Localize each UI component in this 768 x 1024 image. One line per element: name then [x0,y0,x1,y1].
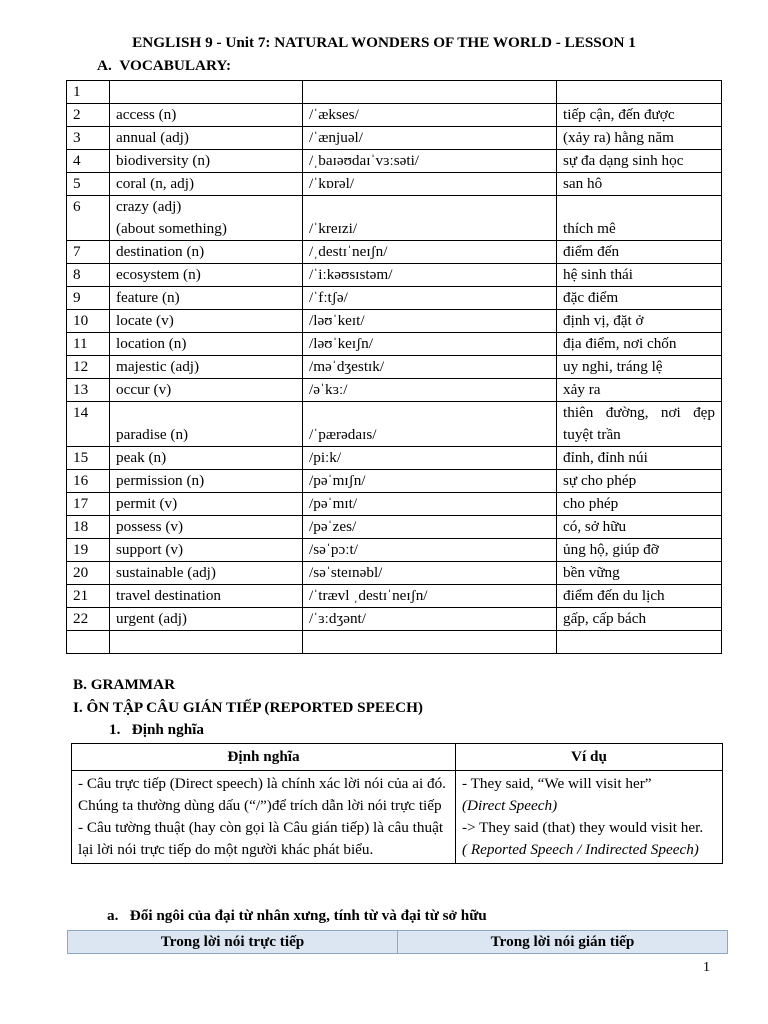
vocab-word-text: possess (v) [116,518,184,535]
vocab-word [110,631,303,654]
vocab-word [110,310,303,333]
vocab-number [67,310,110,333]
vocab-row [67,608,722,631]
vocab-row [67,516,722,539]
direct-example: - They said, “We will visit her” [462,775,652,792]
vocab-meaning-text: xảy ra [563,381,601,398]
vocab-ipa [303,631,557,654]
vocab-ipa-text: /piːk/ [309,449,342,466]
vocab-row [67,81,722,104]
vocab-number [67,81,110,104]
vocab-row [67,631,722,654]
vocab-word-line1: crazy (adj) [116,198,182,215]
example-col-header: Ví dụ [456,744,723,771]
direct-example-note: (Direct Speech) [462,797,558,814]
vocab-meaning [557,608,722,631]
vocab-word [110,287,303,310]
vocab-ipa-text: /ləʊˈkeɪt/ [309,312,365,329]
vocab-ipa [303,310,557,333]
vocab-meaning [557,310,722,333]
vocab-row [67,493,722,516]
vocab-word [110,241,303,264]
vocab-word-text: destination (n) [116,243,205,260]
vocab-word-text: annual (adj) [116,129,189,146]
definition-table-header [72,744,723,771]
vocab-number-text: 2 [73,106,81,123]
vocab-word [110,585,303,608]
vocab-number-text: 16 [73,472,89,489]
vocab-meaning [557,196,722,241]
vocab-word-text: travel destination [116,587,222,604]
vocab-meaning-text: sự đa dạng sinh học [563,152,684,169]
vocab-ipa-text: /ˈkɒrəl/ [309,175,355,192]
vocab-word [110,173,303,196]
vocab-word-text: paradise (n) [116,426,189,443]
vocab-ipa-text: /ˌdestɪˈneɪʃn/ [309,243,388,260]
vocab-ipa-text: /məˈdʒestɪk/ [309,358,385,375]
vocab-meaning [557,241,722,264]
vocab-word-text: permission (n) [116,472,205,489]
vocab-ipa [303,196,557,241]
page-title: ENGLISH 9 - Unit 7: NATURAL WONDERS OF THE WORLD - LESSON 1 [132,34,636,51]
vocab-number [67,241,110,264]
vocab-ipa-text: /əˈkɜː/ [309,381,348,398]
vocab-row [67,287,722,310]
vocab-number [67,379,110,402]
vocab-number-text: 20 [73,564,89,581]
vocab-meaning-text: cho phép [563,495,619,512]
vocab-meaning-text: định vị, đặt ở [563,312,644,329]
vocab-number-text: 18 [73,518,89,535]
vocab-word-text: access (n) [116,106,177,123]
vocab-ipa [303,516,557,539]
vocab-row [67,402,722,447]
pronoun-table-header [68,931,728,954]
vocab-number [67,196,110,241]
vocab-ipa-text: /ˈfːtʃə/ [309,289,348,306]
vocab-ipa [303,447,557,470]
vocab-meaning-line1: thiên đường, nơi đẹp [563,404,715,421]
vocab-word-text: ecosystem (n) [116,266,201,283]
vocab-number [67,104,110,127]
vocab-number [67,333,110,356]
vocab-row [67,379,722,402]
vocab-word [110,379,303,402]
vocab-meaning-text: san hô [563,175,603,192]
vocab-row [67,127,722,150]
vocab-number [67,631,110,654]
vocab-ipa [303,585,557,608]
vocab-ipa-text: /ˈækses/ [309,106,359,123]
vocab-number-text: 14 [73,404,89,421]
vocab-number [67,402,110,447]
vocab-word [110,608,303,631]
vocab-meaning [557,127,722,150]
vocab-ipa-text: /ˈiːkəʊsɪstəm/ [309,266,393,283]
vocab-ipa [303,287,557,310]
vocab-row [67,585,722,608]
vocab-word [110,516,303,539]
vocab-row [67,173,722,196]
vocab-word [110,264,303,287]
vocab-ipa [303,173,557,196]
vocab-ipa-text: /pəˈmɪt/ [309,495,358,512]
vocab-ipa-text: /səˈpɔːt/ [309,541,358,558]
vocab-meaning-text: có, sở hữu [563,518,627,535]
vocab-row [67,310,722,333]
vocab-meaning-text: địa điểm, nơi chốn [563,335,677,352]
vocab-row [67,196,722,241]
vocab-meaning-line2: tuyệt trần [563,426,621,443]
vocab-row [67,562,722,585]
vocab-meaning [557,402,722,447]
vocab-number-text: 5 [73,175,81,192]
vocab-number [67,264,110,287]
vocab-meaning-text: thích mê [563,220,616,237]
vocab-number-text: 11 [73,335,88,352]
vocab-ipa-text: /səˈsteɪnəbl/ [309,564,383,581]
vocab-row [67,447,722,470]
vocab-ipa [303,127,557,150]
vocab-word [110,127,303,150]
vocab-number [67,562,110,585]
vocab-ipa [303,333,557,356]
vocab-meaning-text: ủng hộ, giúp đỡ [563,541,659,558]
vocab-number [67,127,110,150]
vocab-ipa [303,150,557,173]
vocab-meaning [557,150,722,173]
vocab-number-text: 1 [73,83,81,100]
pronoun-table [67,930,728,954]
vocab-number [67,585,110,608]
vocab-word [110,539,303,562]
vocab-ipa [303,356,557,379]
reported-speech-definition: - Câu tường thuật (hay còn gọi là Câu gián tiếp) là câu thuật lại lời nói trực tiếp do một người khác phát biểu. [78,819,444,858]
vocab-meaning-text: đặc điểm [563,289,619,306]
vocab-meaning-text: uy nghi, tráng lệ [563,358,663,375]
vocab-number-text: 6 [73,198,81,215]
vocab-word-text: majestic (adj) [116,358,200,375]
vocab-meaning [557,585,722,608]
vocab-word [110,150,303,173]
vocab-number-text: 22 [73,610,89,627]
vocab-word [110,104,303,127]
vocab-meaning [557,264,722,287]
vocab-ipa [303,493,557,516]
vocab-meaning [557,173,722,196]
vocab-number-text: 13 [73,381,89,398]
vocab-ipa [303,562,557,585]
definition-row [72,771,723,864]
vocab-word [110,196,303,241]
vocab-number [67,516,110,539]
vocab-ipa-text: /pəˈzes/ [309,518,357,535]
vocab-meaning [557,379,722,402]
vocab-row [67,356,722,379]
vocab-ipa-text: /ˈpærədaɪs/ [309,426,377,443]
vocab-ipa [303,241,557,264]
vocab-number [67,447,110,470]
vocab-number-text: 10 [73,312,89,329]
vocab-word-text: permit (v) [116,495,178,512]
vocab-word-text: location (n) [116,335,187,352]
vocab-row [67,264,722,287]
vocab-row [67,241,722,264]
definition-cell [72,771,456,864]
vocab-meaning [557,104,722,127]
section-vocabulary-heading: A. VOCABULARY: [97,57,232,74]
vocab-number [67,608,110,631]
vocab-meaning [557,81,722,104]
vocab-meaning-text: sự cho phép [563,472,637,489]
vocab-ipa [303,264,557,287]
vocab-ipa-text: /ˈænjuəl/ [309,129,363,146]
vocab-ipa [303,470,557,493]
vocab-word-text: urgent (adj) [116,610,187,627]
vocab-meaning [557,287,722,310]
vocab-meaning-text: bền vững [563,564,620,581]
example-cell [456,771,723,864]
vocab-number [67,493,110,516]
vocab-word [110,333,303,356]
vocab-meaning-text: gấp, cấp bách [563,610,647,627]
vocab-ipa-text: /ˌbaɪəʊdaɪˈvɜːsəti/ [309,152,420,169]
vocab-number [67,470,110,493]
vocab-number-text: 17 [73,495,89,512]
reported-speech-heading: I. ÔN TẬP CÂU GIÁN TIẾP (REPORTED SPEECH) [73,699,423,716]
definition-heading: 1. Định nghĩa [109,721,204,738]
vocab-word-text: coral (n, adj) [116,175,195,192]
vocab-word-line2: (about something) [116,220,227,237]
vocab-word-text: peak (n) [116,449,167,466]
vocab-meaning [557,493,722,516]
page-number: 1 [703,960,710,975]
definition-col-header: Định nghĩa [72,744,456,771]
vocab-meaning-text: (xảy ra) hằng năm [563,129,674,146]
vocab-word-text: occur (v) [116,381,172,398]
vocab-word-text: feature (n) [116,289,180,306]
vocab-number-text: 8 [73,266,81,283]
vocab-word-text: sustainable (adj) [116,564,216,581]
vocab-number [67,287,110,310]
vocab-word-text: biodiversity (n) [116,152,211,169]
vocab-word-text: locate (v) [116,312,174,329]
vocab-word [110,402,303,447]
section-grammar-heading: B. GRAMMAR [73,676,176,693]
definition-table [71,743,723,864]
vocab-row [67,333,722,356]
vocab-meaning [557,562,722,585]
vocab-meaning [557,333,722,356]
vocab-meaning [557,447,722,470]
vocab-number [67,539,110,562]
vocab-word [110,493,303,516]
vocab-meaning [557,516,722,539]
vocab-ipa-text: /ˈtrævl ˌdestɪˈneɪʃn/ [309,587,428,604]
vocab-number-text: 21 [73,587,89,604]
vocab-meaning-text: hệ sinh thái [563,266,634,283]
vocab-number-text: 4 [73,152,81,169]
direct-speech-col-header: Trong lời nói trực tiếp [68,931,398,954]
vocab-word-text: support (v) [116,541,184,558]
vocab-meaning [557,356,722,379]
vocab-word [110,356,303,379]
vocab-row [67,539,722,562]
vocab-word [110,447,303,470]
direct-speech-definition: - Câu trực tiếp (Direct speech) là chính xác lời nói của ai đó. Chúng ta thường dùng dấu (“/”)để trích dẫn lời nói trực tiếp [78,775,446,814]
vocab-number-text: 3 [73,129,81,146]
vocab-meaning-text: đỉnh, đỉnh núi [563,449,648,466]
vocab-word [110,562,303,585]
vocab-meaning [557,470,722,493]
vocab-row [67,150,722,173]
vocab-meaning-text: điểm đến [563,243,620,260]
vocab-word [110,470,303,493]
vocab-meaning [557,631,722,654]
vocab-ipa [303,402,557,447]
vocab-ipa [303,539,557,562]
vocab-number-text: 19 [73,541,89,558]
vocab-number [67,150,110,173]
vocab-meaning-text: tiếp cận, đến được [563,106,675,123]
indirect-speech-col-header: Trong lời nói gián tiếp [398,931,728,954]
vocab-ipa [303,81,557,104]
vocab-meaning-text: điểm đến du lịch [563,587,665,604]
vocab-row [67,470,722,493]
vocab-number [67,356,110,379]
reported-example: -> They said (that) they would visit her. [462,819,704,836]
vocab-row [67,104,722,127]
vocab-word [110,81,303,104]
pronoun-change-heading: a. Đổi ngôi của đại từ nhân xưng, tính từ và đại từ sở hữu [107,907,487,924]
vocabulary-table [66,80,722,654]
reported-example-note: ( Reported Speech / Indirected Speech) [462,841,699,858]
vocab-number [67,173,110,196]
vocab-ipa-text: /ləʊˈkeɪʃn/ [309,335,373,352]
vocab-number-text: 7 [73,243,81,260]
vocab-number-text: 15 [73,449,89,466]
vocab-number-text: 12 [73,358,89,375]
vocab-number-text: 9 [73,289,81,306]
vocab-ipa-text: /ˈkreɪzi/ [309,220,358,237]
vocab-meaning [557,539,722,562]
vocab-ipa [303,608,557,631]
vocab-ipa-text: /pəˈmɪʃn/ [309,472,366,489]
vocab-ipa-text: /ˈɜːdʒənt/ [309,610,366,627]
vocab-ipa [303,379,557,402]
vocab-ipa [303,104,557,127]
